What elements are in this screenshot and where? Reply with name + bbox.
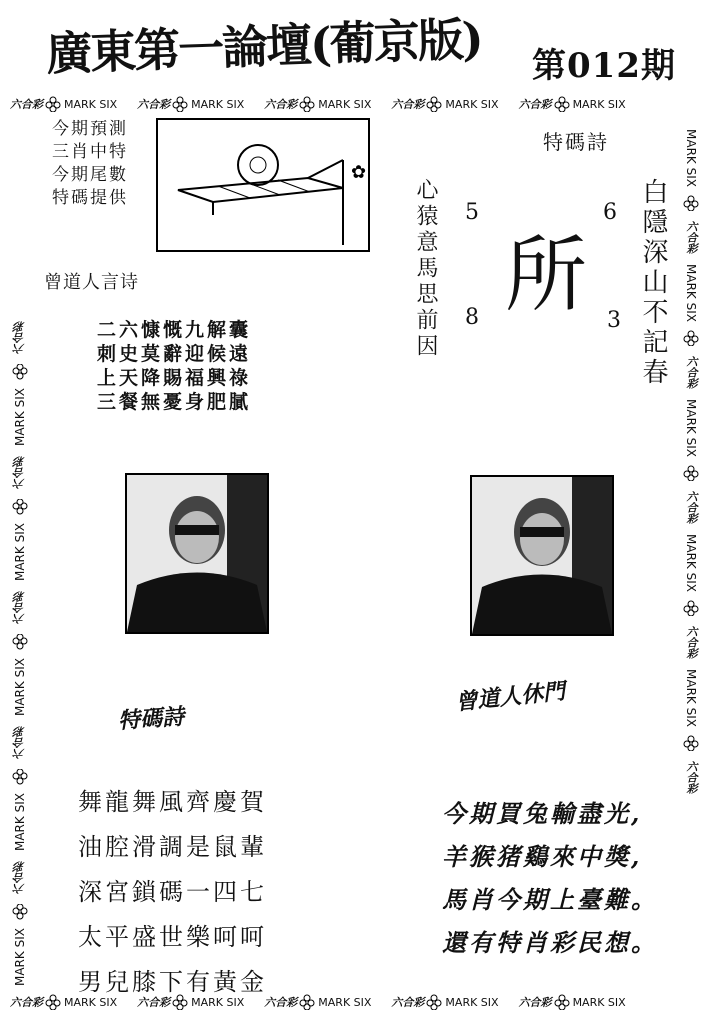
band-mark: MARK SIX (445, 995, 499, 1009)
number-bottom-left: 8 (465, 305, 479, 330)
poem-column-right: 白隱深山不記春 (638, 178, 668, 388)
svg-text:✿: ✿ (351, 162, 367, 183)
poem-heading: 特碼詩 (543, 130, 609, 154)
flower-icon (12, 634, 28, 650)
flower-icon (683, 735, 699, 751)
portrait-image (472, 477, 612, 634)
page-title: 廣東第一論壇(葡京版) (45, 11, 483, 81)
band-mark: MARK SIX (445, 97, 499, 111)
band-mark: MARK SIX (64, 995, 118, 1009)
band-mark: MARK SIX (191, 97, 245, 111)
issue-number: 第012期 (532, 46, 676, 86)
band-mark: MARK SIX (684, 398, 698, 457)
band-mark: MARK SIX (572, 97, 626, 111)
prediction-box (52, 118, 128, 210)
prediction-line: 今期尾數 (52, 165, 128, 185)
portrait-image (127, 475, 267, 632)
flower-icon (683, 195, 699, 211)
flower-icon (12, 769, 28, 785)
flower-icon (12, 499, 28, 515)
band-logo: 六合彩 (391, 98, 425, 111)
band-logo: 六合彩 (685, 490, 698, 524)
flower-icon (12, 904, 28, 920)
right-caption: 曾道人休門 (454, 678, 567, 716)
portrait-photo-left (125, 473, 269, 634)
flower-icon (683, 600, 699, 616)
poem-column-left: 心猿意馬思前因 (413, 178, 438, 360)
flower-icon (683, 465, 699, 481)
left-band (12, 120, 28, 990)
band-mark: MARK SIX (318, 97, 372, 111)
tseng-poem-line: 二六慷慨九解囊 (97, 319, 252, 341)
band-logo: 六合彩 (13, 861, 26, 895)
bottom-left-line: 男兒膝下有黃金 (78, 968, 267, 996)
bottom-right-line: 今期買兔輸盡光, (442, 799, 643, 828)
band-logo: 六合彩 (518, 996, 552, 1009)
band-mark: MARK SIX (191, 995, 245, 1009)
number-bottom-right: 3 (607, 308, 621, 333)
flower-icon (683, 330, 699, 346)
flower-icon (45, 96, 61, 112)
number-top-left: 5 (465, 200, 479, 225)
flower-icon (426, 96, 442, 112)
band-logo: 六合彩 (137, 996, 171, 1009)
tseng-heading: 曾道人言诗 (44, 272, 139, 293)
flower-icon (426, 994, 442, 1010)
band-mark: MARK SIX (572, 995, 626, 1009)
table-illustration (158, 120, 368, 250)
band-logo: 六合彩 (264, 996, 298, 1009)
bottom-left-line: 舞龍舞風齊慶賀 (78, 788, 267, 816)
band-mark: MARK SIX (13, 523, 27, 582)
bottom-right-line: 羊猴猪鷄來中獎, (442, 842, 643, 871)
tseng-poem-line: 刺史莫辭迎候遠 (97, 343, 252, 365)
flower-icon (299, 994, 315, 1010)
band-logo: 六合彩 (13, 726, 26, 760)
flower-icon (172, 96, 188, 112)
band-logo: 六合彩 (10, 996, 43, 1009)
band-logo: 六合彩 (264, 98, 298, 111)
band-mark: MARK SIX (64, 97, 118, 111)
flower-icon (554, 96, 570, 112)
number-top-right: 6 (603, 200, 617, 225)
flower-icon (45, 994, 61, 1010)
prediction-image-box (156, 118, 370, 252)
flower-icon (299, 96, 315, 112)
right-band (683, 125, 699, 990)
band-mark: MARK SIX (13, 928, 27, 986)
bottom-right-line: 馬肖今期上臺難。 (442, 885, 658, 914)
band-logo: 六合彩 (685, 760, 698, 794)
portrait-photo-right (470, 475, 614, 636)
band-logo: 六合彩 (137, 98, 171, 111)
bottom-right-poem (442, 792, 658, 964)
band-logo: 六合彩 (685, 355, 698, 389)
band-logo: 六合彩 (685, 625, 698, 659)
band-logo: 六合彩 (391, 996, 425, 1009)
band-mark: MARK SIX (684, 668, 698, 727)
band-mark: MARK SIX (13, 658, 27, 717)
prediction-line: 今期預測 (52, 119, 128, 139)
band-mark: MARK SIX (684, 263, 698, 322)
flower-icon (12, 364, 28, 380)
band-mark: MARK SIX (684, 533, 698, 592)
band-logo: 六合彩 (10, 98, 43, 111)
band-logo: 六合彩 (518, 98, 552, 111)
flower-icon (554, 994, 570, 1010)
bottom-left-line: 油腔滑調是鼠輩 (78, 833, 267, 861)
tseng-poem-line: 三餐無憂身肥膩 (97, 391, 252, 413)
center-character: 所 (505, 228, 588, 323)
band-logo: 六合彩 (13, 321, 26, 355)
band-logo: 六合彩 (685, 220, 698, 254)
tseng-poem (97, 318, 251, 414)
band-mark: MARK SIX (318, 995, 372, 1009)
prediction-line: 特碼提供 (52, 188, 128, 208)
bottom-left-poem (78, 780, 267, 1005)
bottom-left-line: 太平盛世樂呵呵 (78, 923, 267, 951)
top-band (10, 96, 710, 112)
bottom-left-line: 深宮鎖碼一四七 (78, 878, 267, 906)
left-caption: 特碼詩 (117, 703, 185, 735)
tseng-poem-line: 上天降賜福興祿 (97, 367, 252, 389)
prediction-line: 三肖中特 (52, 142, 128, 162)
band-mark: MARK SIX (13, 388, 27, 447)
band-logo: 六合彩 (13, 456, 26, 490)
band-mark: MARK SIX (684, 129, 698, 187)
band-logo: 六合彩 (13, 591, 26, 625)
band-mark: MARK SIX (13, 793, 27, 852)
bottom-right-line: 還有特肖彩民想。 (442, 928, 658, 957)
